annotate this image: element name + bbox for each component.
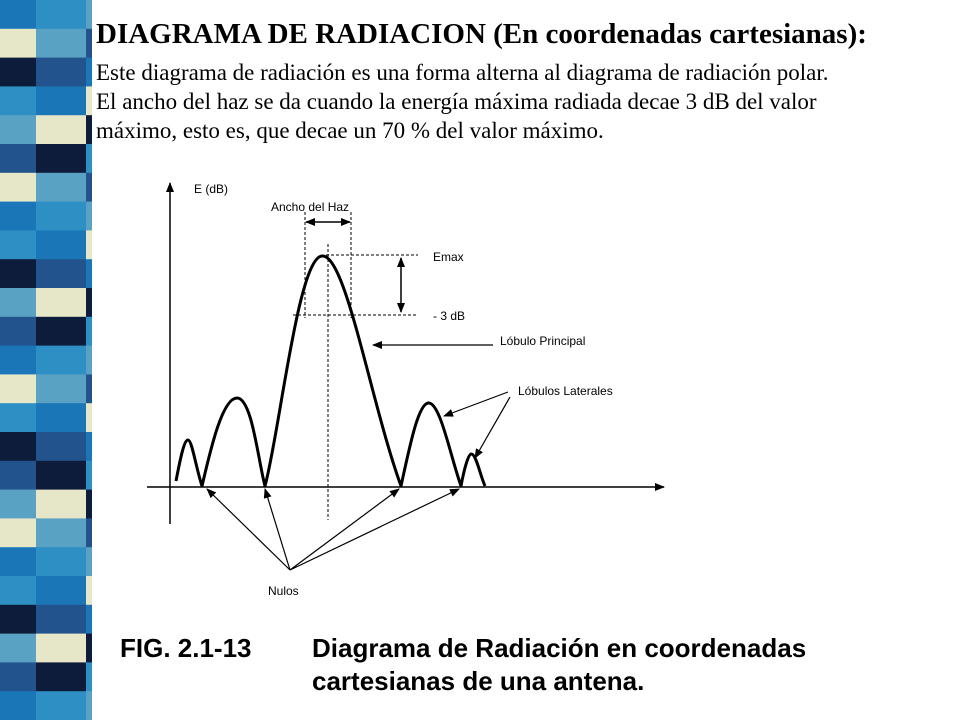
stripe-block bbox=[36, 576, 86, 605]
stripe-block bbox=[36, 490, 86, 519]
stripe-edge-block bbox=[86, 490, 92, 519]
stripe-edge-block bbox=[86, 432, 92, 461]
stripe-block bbox=[36, 518, 86, 547]
stripe-edge-block bbox=[86, 230, 92, 259]
stripe-left-block bbox=[0, 691, 36, 720]
null-arrow-1 bbox=[207, 489, 290, 570]
stripe-left-block bbox=[0, 374, 36, 403]
stripe-left-block bbox=[0, 403, 36, 432]
paragraph-line-1: Este diagrama de radiación es una forma alterna al diagrama de radiación polar. bbox=[96, 60, 829, 85]
paragraph-line-2: El ancho del haz se da cuando la energía máxima radiada decae 3 dB del valor bbox=[96, 89, 817, 114]
stripe-edge-block bbox=[86, 115, 92, 144]
stripe-left-block bbox=[0, 0, 36, 29]
stripe-block bbox=[36, 58, 86, 87]
stripe-edge-block bbox=[86, 317, 92, 346]
stripe-edge-block bbox=[86, 662, 92, 691]
stripe-left-block bbox=[0, 202, 36, 231]
stripe-left-block bbox=[0, 288, 36, 317]
stripe-edge-block bbox=[86, 547, 92, 576]
stripe-block bbox=[36, 374, 86, 403]
stripe-left-block bbox=[0, 115, 36, 144]
stripe-block bbox=[36, 0, 86, 29]
stripe-edge-block bbox=[86, 86, 92, 115]
stripe-block bbox=[36, 29, 86, 58]
stripe-block bbox=[36, 634, 86, 663]
stripe-left-block bbox=[0, 518, 36, 547]
stripe-left-block bbox=[0, 144, 36, 173]
stripe-left-block bbox=[0, 634, 36, 663]
stripe-left-block bbox=[0, 58, 36, 87]
description-paragraph bbox=[96, 58, 946, 145]
stripe-edge-block bbox=[86, 144, 92, 173]
stripe-block bbox=[36, 403, 86, 432]
stripe-left-block bbox=[0, 259, 36, 288]
stripe-block bbox=[36, 432, 86, 461]
side-lobe-arrow-2 bbox=[475, 397, 510, 458]
stripe-edge-block bbox=[86, 173, 92, 202]
stripe-edge-block bbox=[86, 29, 92, 58]
stripe-block bbox=[36, 115, 86, 144]
stripe-pattern bbox=[0, 0, 110, 720]
main-lobe-label: Lóbulo Principal bbox=[500, 334, 586, 348]
stripe-edge-block bbox=[86, 374, 92, 403]
side-lobes-label: Lóbulos Laterales bbox=[518, 384, 613, 398]
stripe-left-block bbox=[0, 346, 36, 375]
stripe-edge-block bbox=[86, 461, 92, 490]
stripe-edge-block bbox=[86, 605, 92, 634]
stripe-left-block bbox=[0, 576, 36, 605]
decorative-stripe-bar bbox=[0, 0, 110, 720]
stripe-edge-block bbox=[86, 634, 92, 663]
beam-width-label: Ancho del Haz bbox=[271, 200, 350, 214]
figure-title bbox=[312, 632, 806, 698]
null-arrow-2 bbox=[265, 489, 290, 570]
slide-heading: DIAGRAMA DE RADIACION (En coordenadas cartesianas): bbox=[96, 18, 867, 50]
stripe-left-block bbox=[0, 605, 36, 634]
stripe-edge-block bbox=[86, 288, 92, 317]
stripe-left-block bbox=[0, 86, 36, 115]
figure-title-line-2: cartesianas de una antena. bbox=[312, 666, 645, 696]
stripe-block bbox=[36, 202, 86, 231]
stripe-left-block bbox=[0, 432, 36, 461]
stripe-left-block bbox=[0, 662, 36, 691]
stripe-block bbox=[36, 288, 86, 317]
stripe-edge-block bbox=[86, 0, 92, 29]
stripe-block bbox=[36, 547, 86, 576]
stripe-block bbox=[36, 461, 86, 490]
stripe-block bbox=[36, 230, 86, 259]
stripe-edge-block bbox=[86, 691, 92, 720]
stripe-left-block bbox=[0, 547, 36, 576]
stripe-block bbox=[36, 144, 86, 173]
radiation-pattern-curve bbox=[176, 256, 485, 486]
stripe-block bbox=[36, 259, 86, 288]
stripe-edge-block bbox=[86, 518, 92, 547]
stripe-edge-block bbox=[86, 58, 92, 87]
stripe-block bbox=[36, 86, 86, 115]
stripe-left-block bbox=[0, 490, 36, 519]
stripe-block bbox=[36, 662, 86, 691]
stripe-edge-block bbox=[86, 403, 92, 432]
nulls-label: Nulos bbox=[268, 584, 299, 598]
stripe-block bbox=[36, 691, 86, 720]
stripe-edge-block bbox=[86, 259, 92, 288]
stripe-left-block bbox=[0, 29, 36, 58]
stripe-edge-block bbox=[86, 202, 92, 231]
figure-title-line-1: Diagrama de Radiación en coordenadas bbox=[312, 633, 807, 663]
stripe-left-block bbox=[0, 317, 36, 346]
minus3db-label: - 3 dB bbox=[433, 309, 466, 323]
y-axis-label: E (dB) bbox=[194, 182, 229, 196]
figure-number: FIG. 2.1-13 bbox=[120, 633, 252, 663]
null-arrow-3 bbox=[290, 489, 399, 570]
side-lobe-arrow-1 bbox=[444, 392, 508, 416]
null-arrow-4 bbox=[290, 489, 459, 570]
stripe-block bbox=[36, 605, 86, 634]
emax-label: Emax bbox=[433, 250, 464, 264]
stripe-block bbox=[36, 346, 86, 375]
stripe-left-block bbox=[0, 230, 36, 259]
stripe-left-block bbox=[0, 173, 36, 202]
stripe-left-block bbox=[0, 461, 36, 490]
stripe-block bbox=[36, 173, 86, 202]
stripe-block bbox=[36, 317, 86, 346]
stripe-edge-block bbox=[86, 576, 92, 605]
stripe-edge-block bbox=[86, 346, 92, 375]
paragraph-line-3: máximo, esto es, que decae un 70 % del valor máximo. bbox=[96, 118, 604, 143]
